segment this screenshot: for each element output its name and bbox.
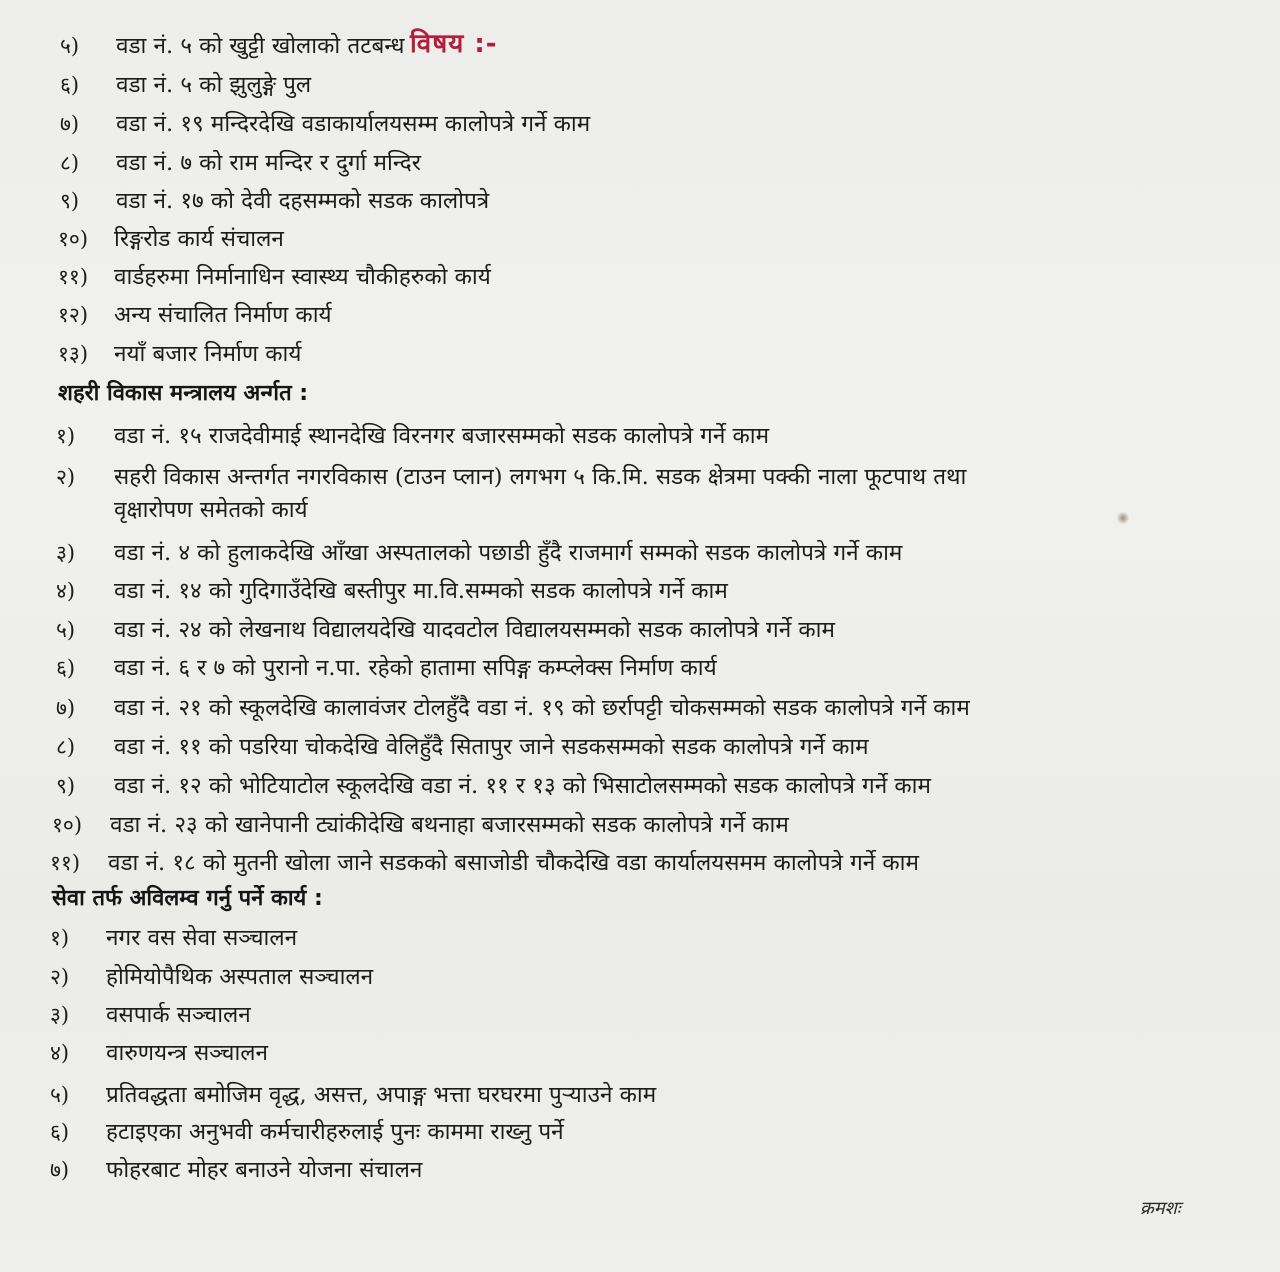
item-number: ६) [56, 656, 76, 680]
item-number: २) [50, 965, 70, 989]
item-text: वार्डहरुमा निर्मानाधिन स्वास्थ्य चौकीहरुको कार्य [114, 264, 491, 290]
item-number: ११) [50, 851, 81, 875]
item-number: ३) [50, 1003, 70, 1027]
item-text: नगर वस सेवा सञ्चालन [106, 925, 298, 951]
item-text: फोहरबाट मोहर बनाउने योजना संचालन [106, 1157, 423, 1183]
item-text: वडा नं. ७ को राम मन्दिर र दुर्गा मन्दिर [116, 150, 421, 176]
item-number: ५) [50, 1083, 70, 1107]
item-text: नयाँ बजार निर्माण कार्य [114, 341, 302, 367]
item-number: ६) [50, 1120, 70, 1144]
item-text: वृक्षारोपण समेतको कार्य [114, 497, 308, 523]
item-text: वडा नं. ५ को खुट्टी खोलाको तटबन्ध [116, 33, 405, 59]
item-text: वसपार्क सञ्चालन [106, 1002, 251, 1028]
item-text: वडा नं. ११ को पडरिया चोकदेखि वेलिहुँदै सितापुर जाने सडकसम्मको सडक कालोपत्रे गर्ने काम [114, 734, 869, 760]
item-text: वडा नं. १५ राजदेवीमाई स्थानदेखि विरनगर बजारसम्मको सडक कालोपत्रे गर्ने काम [114, 423, 770, 449]
subject-heading: विषय :- [410, 29, 498, 59]
item-number: ९) [60, 189, 80, 213]
item-number: ७) [60, 112, 80, 136]
item-text: वडा नं. २३ को खानेपानी ट्यांकीदेखि बथनाहा बजारसम्मको सडक कालोपत्रे गर्ने काम [110, 812, 789, 838]
item-text: वारुणयन्त्र सञ्चालन [106, 1040, 269, 1066]
item-number: ९) [56, 774, 76, 798]
item-text: प्रतिवद्धता बमोजिम वृद्ध, असत्त, अपाङ्ग भत्ता घरघरमा पुर्‍याउने काम [106, 1082, 657, 1108]
item-text: वडा नं. ४ को हुलाकदेखि आँखा अस्पतालको पछाडी हुँदै राजमार्ग सम्मको सडक कालोपत्रे गर्ने काम [114, 540, 903, 566]
item-text: वडा नं. ५ को झुलुङ्गे पुल [116, 72, 312, 98]
item-text: रिङ्गरोड कार्य संचालन [114, 226, 284, 252]
item-number: १३) [58, 342, 89, 366]
item-text: वडा नं. ६ र ७ को पुरानो न.पा. रहेको हातामा सपिङ्ग कम्प्लेक्स निर्माण कार्य [114, 655, 717, 681]
ink-speck [1116, 512, 1130, 524]
item-text: अन्य संचालित निर्माण कार्य [114, 302, 332, 328]
item-text: वडा नं. १२ को भोटियाटोल स्कूलदेखि वडा नं. ११ र १३ को भिसाटोलसम्मको सडक कालोपत्रे गर्ने काम [114, 773, 931, 799]
item-number: १) [56, 424, 76, 448]
item-number: १०) [58, 227, 89, 251]
item-text: वडा नं. १८ को मुतनी खोला जाने सडकको बसाजोडी चौकदेखि वडा कार्यालयसमम कालोपत्रे गर्ने काम [108, 850, 919, 876]
item-number: १०) [52, 813, 83, 837]
item-number: ३) [56, 541, 76, 565]
item-text: वडा नं. २१ को स्कूलदेखि कालावंजर टोलहुँदै वडा नं. १९ को छर्रापट्टी चोकसम्मको सडक कालोपत्रे गर्ने काम [114, 695, 970, 721]
section-title: सेवा तर्फ अविलम्व गर्नु पर्ने कार्य : [52, 886, 323, 911]
item-text: वडा नं. २४ को लेखनाथ विद्यालयदेखि यादवटोल विद्यालयसम्मको सडक कालोपत्रे गर्ने काम [114, 617, 835, 643]
item-number: ७) [50, 1158, 70, 1182]
item-number: ५) [60, 34, 80, 58]
continued-note: क्रमशः [1140, 1198, 1181, 1219]
item-number: १२) [58, 303, 89, 327]
item-text: वडा नं. १७ को देवी दहसम्मको सडक कालोपत्रे [116, 188, 490, 214]
item-text: सहरी विकास अन्तर्गत नगरविकास (टाउन प्लान) लगभग ५ कि.मि. सडक क्षेत्रमा पक्की नाला फूटपाथ तथा [114, 464, 967, 490]
item-text: वडा नं. १४ को गुदिगाउँदेखि बस्तीपुर मा.वि.सम्मको सडक कालोपत्रे गर्ने काम [114, 578, 728, 604]
item-number: १) [50, 926, 70, 950]
item-number: ६) [60, 73, 80, 97]
section-title: शहरी विकास मन्त्रालय अर्न्गत : [58, 381, 309, 406]
item-number: ४) [56, 579, 76, 603]
item-text: हटाइएका अनुभवी कर्मचारीहरुलाई पुनः काममा राख्नु पर्ने [106, 1119, 564, 1145]
item-number: ८) [56, 735, 76, 759]
item-text: वडा नं. १९ मन्दिरदेखि वडाकार्यालयसम्म कालोपत्रे गर्ने काम [116, 111, 591, 137]
item-number: ५) [56, 618, 76, 642]
item-number: ७) [56, 696, 76, 720]
item-number: ४) [50, 1041, 70, 1065]
item-number: २) [56, 465, 76, 489]
item-text: होमियोपैथिक अस्पताल सञ्चालन [106, 964, 374, 990]
item-number: ११) [58, 265, 89, 289]
item-number: ८) [60, 151, 80, 175]
